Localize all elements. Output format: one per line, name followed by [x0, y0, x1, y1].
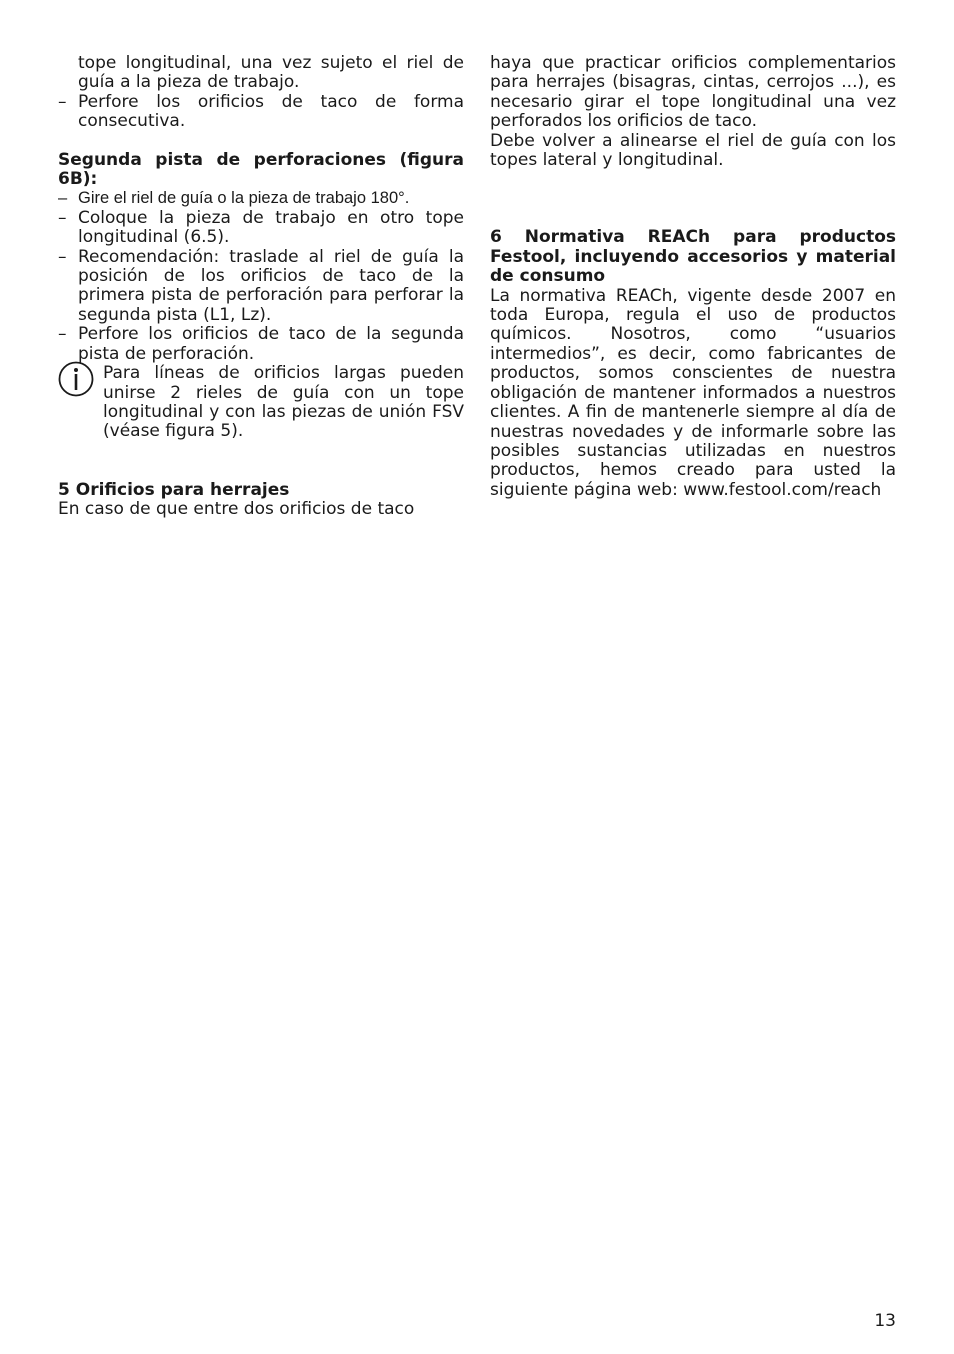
second-track-heading: Segunda pista de perforaciones (figura 6B):	[58, 149, 464, 190]
list-item-text: Perfore los orificios de taco de la segunda pista de perforación.	[78, 324, 464, 364]
list-item	[58, 209, 464, 248]
dash-bullet: –	[58, 324, 67, 345]
right-column	[490, 54, 896, 500]
dash-bullet: –	[58, 207, 67, 228]
continued-paragraph: tope longitudinal, una vez sujeto el riel de guía a la pieza de trabajo.	[78, 53, 464, 93]
left-column	[58, 54, 464, 520]
list-item	[58, 189, 464, 208]
section-6-heading: 6 Normativa REACh para productos Festool, incluyendo accesorios y material de consumo	[490, 227, 896, 287]
page-number: 13	[874, 1311, 896, 1331]
section-5-heading: 5 Orificios para herrajes	[58, 479, 290, 500]
section-5-text: En caso de que entre dos orificios de taco	[58, 499, 415, 520]
info-note-text: Para líneas de orificios largas pueden unirse 2 rieles de guía con un tope longitudinal y con las piezas de unión FSV (véase figura 5).	[103, 363, 464, 442]
list-item-text: Recomendación: traslade al riel de guía la posición de los orificios de taco de la primera pista de perforación para perforar la segunda pista (L1, Lz).	[78, 246, 464, 325]
dash-bullet: –	[58, 189, 68, 208]
dash-bullet: –	[58, 91, 67, 112]
dash-bullet: –	[58, 246, 67, 267]
list-item	[58, 325, 464, 364]
info-note	[58, 364, 464, 442]
section-6-text: La normativa REACh, vigente desde 2007 en toda Europa, regula el uso de productos químicos. Nosotros, como “usuarios intermedios”, es decir, como fabricantes de productos, somos conscientes de nuestra obligación de mantener informados a nuestros clientes. A fin de mantenerle siempre al día de nuestras novedades y de informarle sobre las posibles sustancias utilizadas en nuestros productos, hemos creado para usted la siguiente página web: www.festool.com/reach	[490, 285, 896, 500]
list-item-text: Gire el riel de guía o la pieza de trabajo 180°.	[78, 189, 410, 208]
info-icon	[58, 361, 94, 397]
list-item-perforate	[58, 93, 464, 132]
list-item	[58, 248, 464, 326]
paragraph: Debe volver a alinearse el riel de guía con los topes lateral y longitudinal.	[490, 130, 896, 171]
list-item-text: Coloque la pieza de trabajo en otro tope longitudinal (6.5).	[78, 207, 464, 248]
list-item-text: Perfore los orificios de taco de forma consecutiva.	[78, 91, 464, 132]
continued-paragraph: haya que practicar orificios complementarios para herrajes (bisagras, cintas, cerrojos ...), es necesario girar el tope longitudinal una vez perforados los orificios de taco.	[490, 53, 896, 132]
